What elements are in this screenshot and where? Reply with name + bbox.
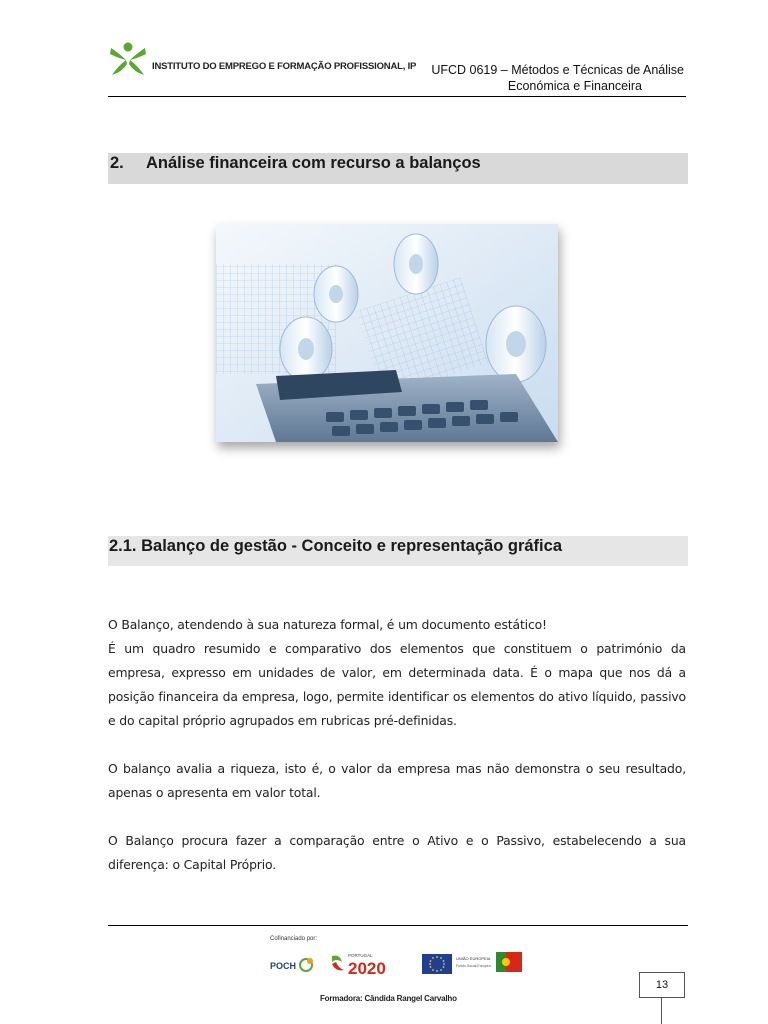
paragraph: O Balanço procura fazer a comparação entre o Ativo e o Passivo, estabelecendo a sua diferença: o Capital Próprio. [108, 833, 686, 872]
institute-name: INSTITUTO DO EMPREGO E FORMAÇÃO PROFISSIONAL, IP [152, 61, 417, 72]
poch-logo-text: POCH [270, 961, 297, 971]
paragraph: É um quadro resumido e comparativo dos elementos que constituem o património da empresa, expresso em unidades de valor, em determinada data. É o mapa que nos dá a posição financeira da empresa, logo, permite identificar os elementos do ativo líquido, passivo e do capital próprio agrupados em rubricas pré-definidas. [108, 641, 686, 728]
poch-logo-icon [270, 958, 313, 971]
eu-sub-label: Fundo Social Europeu [456, 964, 491, 968]
course-title-line2: Económica e Financeira [507, 79, 642, 93]
paragraph: O balanço avalia a riqueza, isto é, o valor da empresa mas não demonstra o seu resultado, apenas o apresenta em valor total. [108, 761, 686, 800]
section-number: 2. [110, 154, 124, 172]
section-heading [108, 153, 688, 184]
course-title-line1: UFCD 0619 – Métodos e Técnicas de Análise [431, 63, 684, 77]
year-label: 2020 [348, 959, 386, 978]
subsection-heading [108, 536, 688, 566]
course-title [431, 62, 684, 94]
portugal-label: PORTUGAL [348, 953, 373, 958]
portugal-2020-logo-icon [332, 953, 386, 978]
page-number-stem [661, 997, 662, 1024]
portugal-flag-icon [496, 952, 522, 972]
section-title: Análise financeira com recurso a balanços [146, 154, 481, 172]
page-number: 13 [639, 972, 685, 998]
subsection-title: 2.1. Balanço de gestão - Conceito e representação gráfica [109, 537, 562, 555]
iefp-logo-icon [108, 42, 148, 76]
eu-label: UNIÃO EUROPEIA [456, 956, 491, 961]
page-header [108, 40, 686, 97]
trainer-name: Formadora: Cândida Rangel Carvalho [320, 994, 457, 1003]
eu-flag-icon [422, 954, 491, 974]
funding-logos [270, 950, 530, 978]
body-text [108, 613, 686, 877]
footer-divider [108, 925, 688, 926]
finance-calculator-photo [216, 224, 558, 442]
paragraph: O Balanço, atendendo à sua natureza formal, é um documento estático! [108, 617, 547, 632]
cofinanced-label: Cofinanciado por: [270, 936, 318, 942]
